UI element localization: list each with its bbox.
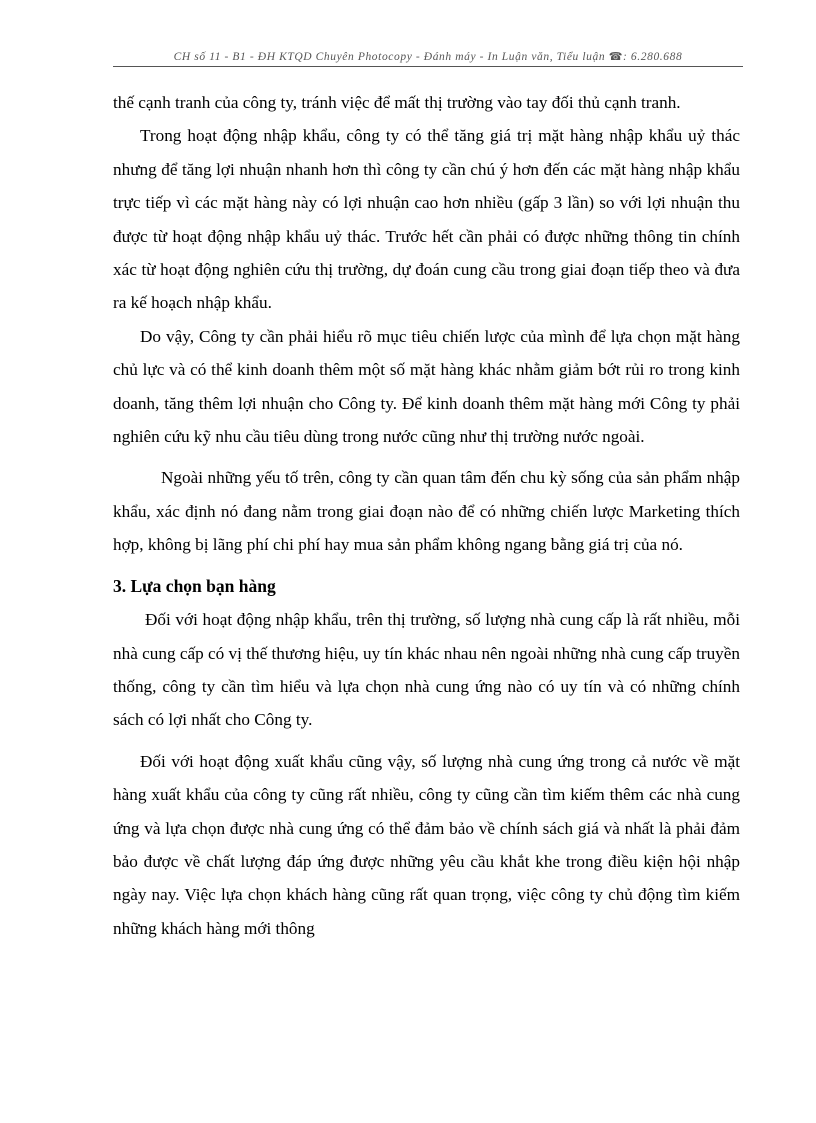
phone-icon: ☎ [608, 51, 624, 63]
paragraph-4: Ngoài những yếu tố trên, công ty cần quan tâm đến chu kỳ sống của sản phẩm nhập khẩu, xác định nó đang nằm trong giai đoạn nào để có những chiến lược Marketing thích hợp, không bị lãng phí chi phí hay mua sản phẩm không ngang bằng giá trị của nó. [113, 468, 740, 555]
page-header [113, 50, 743, 67]
paragraph-2: Trong hoạt động nhập khẩu, công ty có thể tăng giá trị mặt hàng nhập khẩu uỷ thác nhưng để tăng lợi nhuận nhanh hơn thì công ty cần chú ý hơn đến các mặt hàng nhập khẩu trực tiếp vì các mặt hàng này có lợi nhuận cao hơn nhiều (gấp 3 lần) so với lợi nhuận thu được từ hoạt động nhập khẩu uỷ thác. Trước hết cần phải có được những thông tin chính xác từ hoạt động nghiên cứu thị trường, dự đoán cung cầu trong giai đoạn tiếp theo và đưa ra kế hoạch nhập khẩu. [113, 126, 740, 313]
paragraph-6: Đối với hoạt động xuất khẩu cũng vậy, số lượng nhà cung ứng trong cả nước về mặt hàng xuất khẩu của công ty cũng rất nhiều, công ty cũng cần tìm kiếm thêm các nhà cung ứng và lựa chọn được nhà cung ứng có thể đảm bảo về chính sách giá và nhất là phải đảm bảo được về chất lượng đáp ứng được những yêu cầu khắt khe trong điều kiện hội nhập ngày nay. Việc lựa chọn khách hàng cũng rất quan trọng, việc công ty chủ động tìm kiếm những khách hàng mới thông [113, 751, 740, 938]
header-text: CH số 11 - B1 - ĐH KTQD Chuyên Photocopy - Đánh máy - In Luận văn, Tiểu luận [173, 51, 606, 63]
document-body [113, 86, 740, 945]
header-phone: : 6.280.688 [623, 51, 683, 63]
paragraph-3: Do vậy, Công ty cần phải hiểu rõ mục tiêu chiến lược của mình để lựa chọn mặt hàng chủ lực và có thể kinh doanh thêm một số mặt hàng khác nhằm giảm bớt rủi ro trong kinh doanh, tăng thêm lợi nhuận cho Công ty. Để kinh doanh thêm mặt hàng mới Công ty phải nghiên cứu kỹ nhu cầu tiêu dùng trong nước cũng như thị trường nước ngoài. [113, 326, 740, 447]
paragraph-1: thế cạnh tranh của công ty, tránh việc để mất thị trường vào tay đối thủ cạnh tranh. [113, 93, 681, 112]
section-heading: 3. Lựa chọn bạn hàng [113, 575, 276, 596]
paragraph-5: Đối với hoạt động nhập khẩu, trên thị trường, số lượng nhà cung cấp là rất nhiều, mỗi nhà cung cấp có vị thế thương hiệu, uy tín khác nhau nên ngoài những nhà cung cấp truyền thống, công ty cần tìm hiểu và lựa chọn nhà cung ứng nào có uy tín và có những chính sách có lợi nhất cho Công ty. [113, 610, 740, 730]
